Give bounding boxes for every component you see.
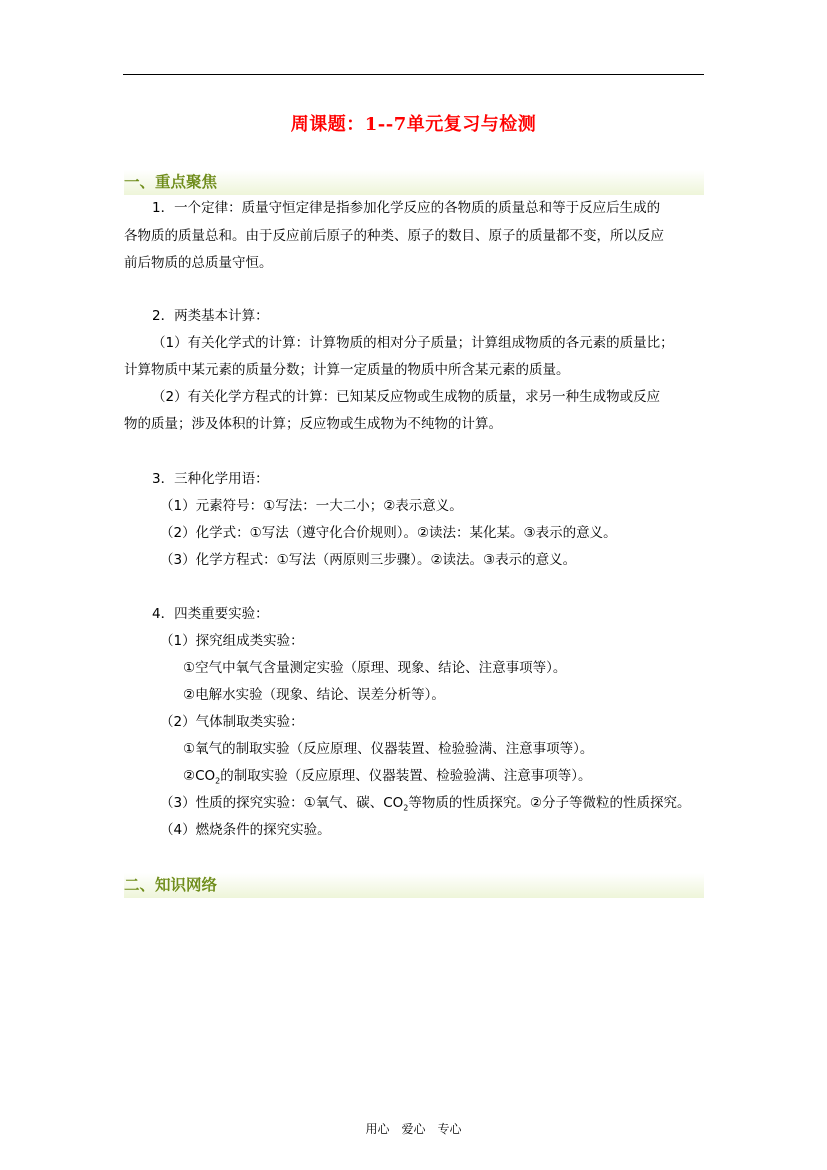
experiments-co2-preparation: $②CO_2$的制取实验（反应原理、仪器装置、检验验满、注意事项等）。: [183, 768, 592, 786]
experiments-air-oxygen: ①空气中氧气含量测定实验（原理、现象、结论、注意事项等）。: [183, 660, 567, 676]
law-text-line-2: 各物质的质量总和。由于反应前后原子的种类、原子的数目、原子的质量都不变，所以反应: [124, 228, 664, 244]
formula-calc-line-1: （1）有关化学式的计算：计算物质的相对分子质量；计算组成物质的各元素的质量比；: [152, 335, 674, 351]
terms-element-symbol: （1）元素符号：①写法：一大二小；②表示意义。: [160, 498, 463, 514]
section-heading-focus: 一、重点聚焦: [124, 170, 704, 195]
terms-chemical-equation: （3）化学方程式：①写法（两原则三步骤）。②读法。③表示的意义。: [160, 552, 577, 568]
terms-title: 3．三种化学用语：: [152, 471, 269, 487]
equation-calc-line-2: 物的质量；涉及体积的计算；反应物或生成物为不纯物的计算。: [124, 416, 502, 432]
law-text-line-1: 1．一个定律：质量守恒定律是指参加化学反应的各物质的质量总和等于反应后生成的: [152, 200, 661, 216]
page-footer: 用心 爱心 专心: [365, 1122, 462, 1136]
calc-title: 2．两类基本计算：: [152, 308, 269, 324]
experiments-oxygen-preparation: ①氧气的制取实验（反应原理、仪器装置、检验验满、注意事项等）。: [183, 741, 594, 757]
experiments-combustion: （4）燃烧条件的探究实验。: [160, 822, 331, 838]
law-text-line-3: 前后物质的总质量守恒。: [124, 255, 273, 271]
header-rule: [123, 74, 704, 75]
section-heading-network: 二、知识网络: [124, 873, 704, 898]
experiments-title: 4．四类重要实验：: [152, 606, 269, 622]
formula-calc-line-2: 计算物质中某元素的质量分数；计算一定质量的物质中所含某元素的质量。: [124, 362, 570, 378]
experiments-composition: （1）探究组成类实验：: [160, 633, 304, 649]
experiments-properties: （3）性质的探究实验：①氧气、碳、$CO_2$等物质的性质探究。②分子等微粒的性质探究。: [160, 795, 691, 813]
page-title: 周课题：1--7单元复习与检测: [290, 114, 537, 135]
terms-chemical-formula: （2）化学式：①写法（遵守化合价规则）。②读法：某化某。③表示的意义。: [160, 525, 617, 541]
equation-calc-line-1: （2）有关化学方程式的计算：已知某反应物或生成物的质量，求另一种生成物或反应: [152, 389, 661, 405]
experiments-electrolysis: ②电解水实验（现象、结论、误差分析等）。: [183, 687, 445, 703]
experiments-gas-preparation: （2）气体制取类实验：: [160, 714, 304, 730]
